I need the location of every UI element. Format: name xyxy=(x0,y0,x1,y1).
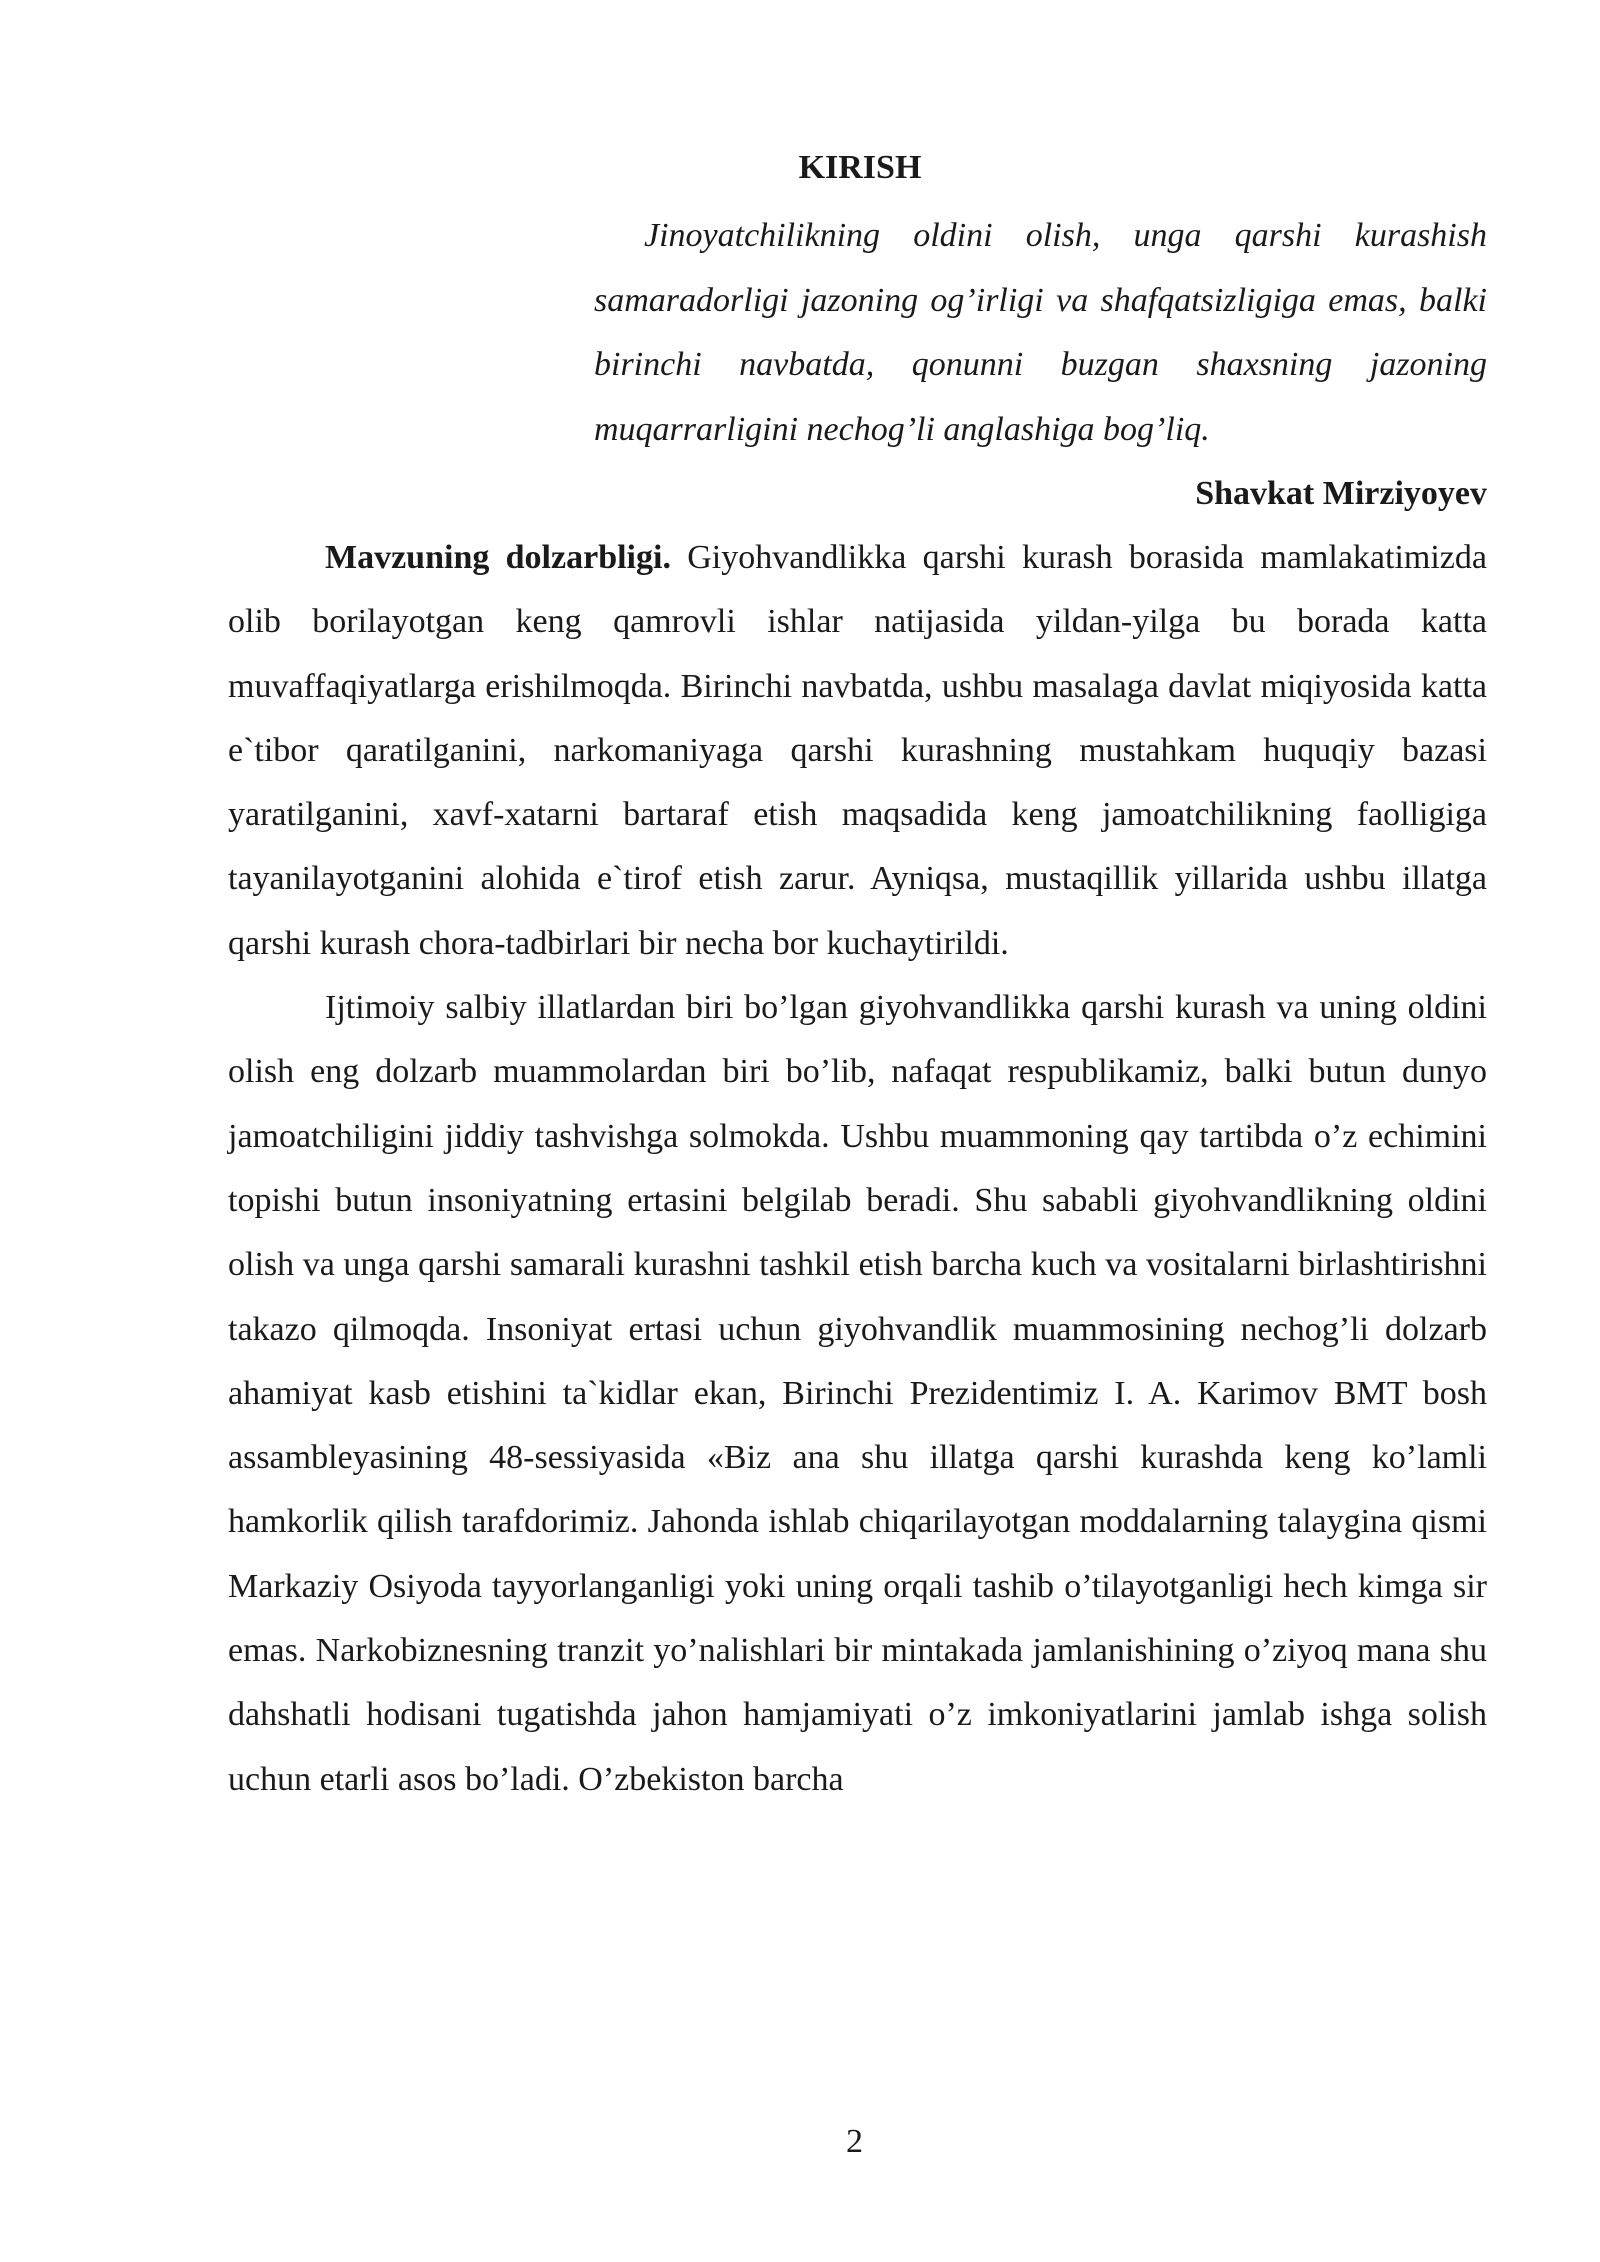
epigraph-author: Shavkat Mirziyoyev xyxy=(1195,475,1487,512)
page-number: 2 xyxy=(846,2123,863,2160)
body-text xyxy=(228,526,1487,1812)
page-title: KIRISH xyxy=(798,149,922,186)
paragraph-relevance xyxy=(228,526,1487,976)
paragraph-text: Giyohvandlikka qarshi kurash borasida mamlakatimizda olib borilayotgan keng qamrovli ishlar natijasida yildan-yilga bu borada katta muvaffaqiyatlarga erishilmoqda. Birinchi navbatda, ushbu masalaga davlat miqiyosida katta e`tibor qaratilganini, narkomaniyaga qarshi kurashning mustahkam huquqiy bazasi yaratilganini, xavf-xatarni bartaraf etish maqsadida keng jamoatchilikning faolligiga tayanilayotganini alohida e`tirof etish zarur. Ayniqsa, mustaqillik yillarida ushbu illatga qarshi kurash chora-tadbirlari bir necha bor kuchaytirildi. xyxy=(228,539,1487,962)
epigraph-quote: Jinoyatchilikning oldini olish, unga qarshi kurashish samaradorligi jazoning og’irligi va shafqatsizligiga emas, balki birinchi navbatda, qonunni buzgan shaxsning jazoning muqarrarligini nechog’li anglashiga bog’liq. xyxy=(594,217,1487,448)
paragraph-lead: Mavzuning dolzarbligi. xyxy=(325,539,671,576)
paragraph-drug-addiction: Ijtimoiy salbiy illatlardan biri bo’lgan giyohvandlikka qarshi kurash va uning oldini olish eng dolzarb muammolardan biri bo’lib, nafaqat respublikamiz, balki butun dunyo jamoatchiligini jiddiy tashvishga solmokda. Ushbu muammoning qay tartibda o’z echimini topishi butun insoniyatning ertasini belgilab beradi. Shu sababli giyohvandlikning oldini olish va unga qarshi samarali kurashni tashkil etish barcha kuch va vositalarni birlashtirishni takazo qilmoqda. Insoniyat ertasi uchun giyohvandlik muammosining nechog’li dolzarb ahamiyat kasb etishini ta`kidlar ekan, Birinchi Prezidentimiz I. A. Karimov BMT bosh assambleyasining 48-sessiyasida «Biz ana shu illatga qarshi kurashda keng ko’lamli hamkorlik qilish tarafdorimiz. Jahonda ishlab chiqarilayotgan moddalarning talaygina qismi Markaziy Osiyoda tayyorlanganligi yoki uning orqali tashib o’tilayotganligi hech kimga sir emas. Narkobiznesning tranzit yo’nalishlari bir mintakada jamlanishining o’ziyoq mana shu dahshatli hodisani tugatishda jahon hamjamiyati o’z imkoniyatlarini jamlab ishga solish uchun etarli asos bo’ladi. O’zbekiston barcha xyxy=(228,989,1487,1798)
